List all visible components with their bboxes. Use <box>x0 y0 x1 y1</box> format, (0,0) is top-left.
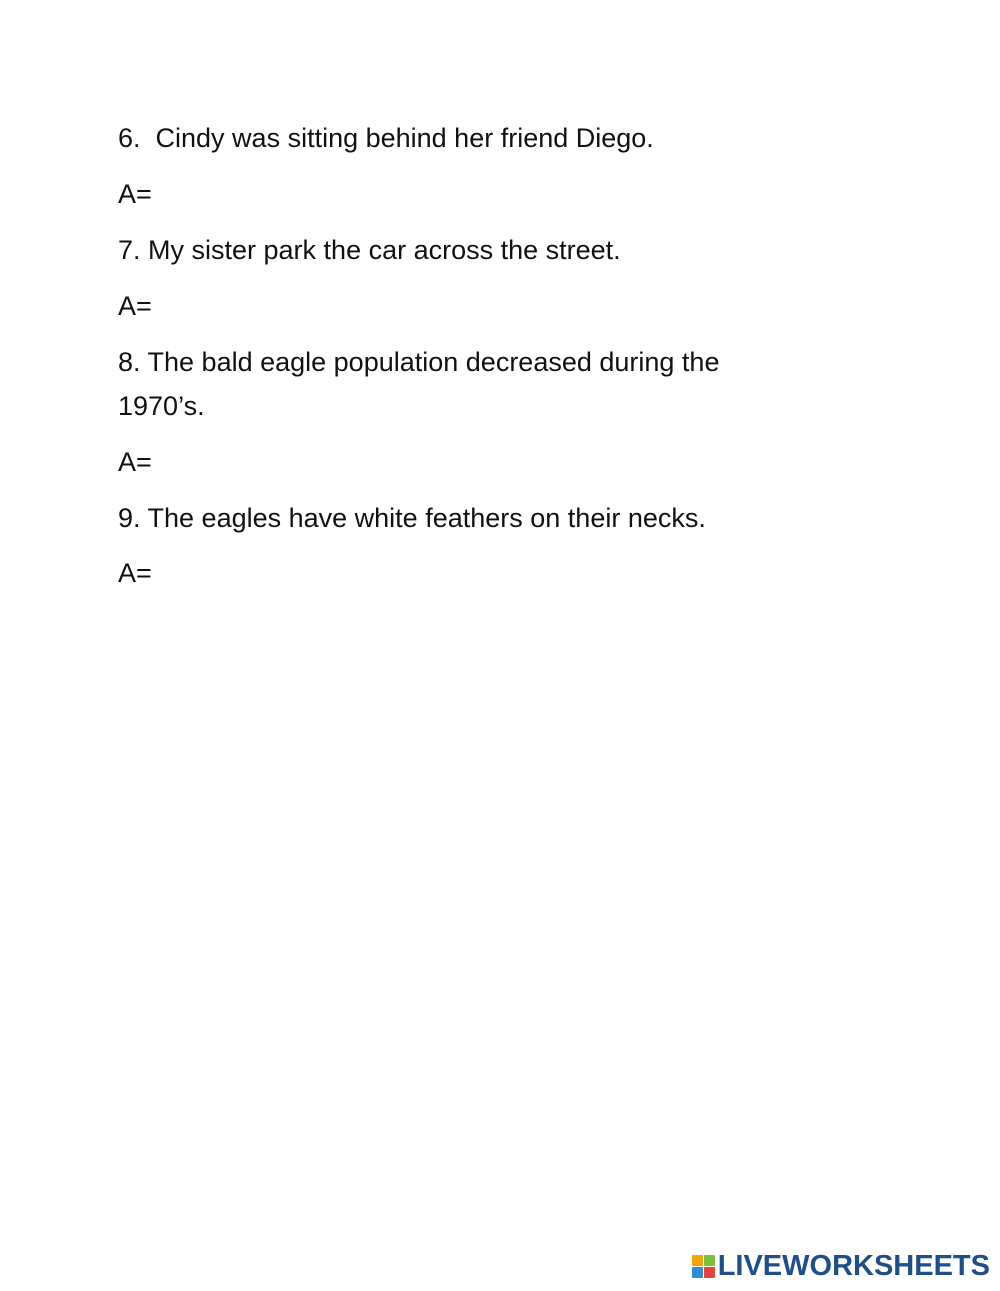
question-8-continued: 1970’s. <box>118 391 205 421</box>
question-9: 9. The eagles have white feathers on their necks. <box>118 503 706 533</box>
logo-block <box>704 1267 715 1278</box>
answer-label-7: A= <box>118 291 152 321</box>
question-7: 7. My sister park the car across the street. <box>118 235 621 265</box>
logo-block <box>692 1267 703 1278</box>
liveworksheets-logo <box>692 1250 990 1283</box>
question-6: 6. Cindy was sitting behind her friend Diego. <box>118 123 654 153</box>
answer-label-6: A= <box>118 179 152 209</box>
brand-name: LIVEWORKSHEETS <box>717 1250 990 1282</box>
logo-block <box>704 1255 715 1266</box>
logo-blocks-icon <box>692 1255 715 1278</box>
logo-block <box>692 1255 703 1266</box>
answer-label-9: A= <box>118 558 152 588</box>
question-8: 8. The bald eagle population decreased during the <box>118 347 720 377</box>
answer-label-8: A= <box>118 447 152 477</box>
